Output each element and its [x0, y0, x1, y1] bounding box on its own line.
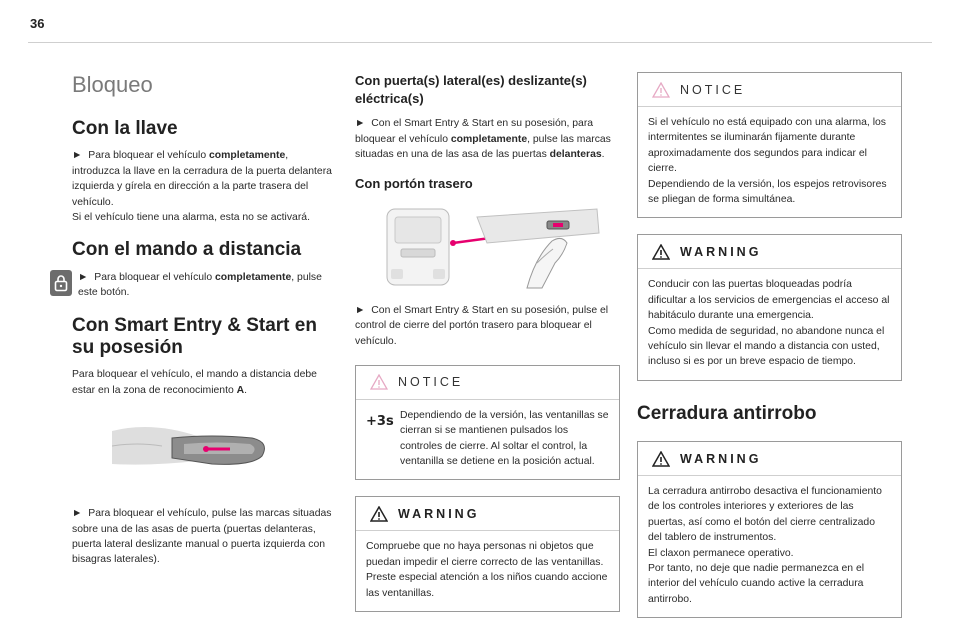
notice-box-ventanillas [355, 365, 620, 481]
notice-title: NOTICE [680, 82, 746, 97]
notice-text-2: Dependiendo de la versión, los espejos retrovisores se pliegan de forma simultánea. [648, 178, 887, 205]
mando-row [72, 270, 334, 301]
arrow-icon: ► [355, 304, 366, 316]
warning-header [356, 497, 619, 531]
page-number: 36 [30, 16, 45, 31]
notice-text: Dependiendo de la versión, las ventanillas se cierran si se mantienen pulsados los controles de cierre. Al soltar el control, la ventanilla se detiene en la posición actual. [400, 409, 609, 468]
heading-cerradura-antirrobo: Cerradura antirrobo [637, 402, 817, 424]
door-handle-illustration [112, 416, 272, 486]
warning-text: Conducir con las puertas bloqueadas podría dificultar a los servicios de emergencias el acceso al habitáculo durante una emergencia. [648, 279, 890, 322]
notice-header [638, 73, 901, 107]
notice-body [638, 107, 901, 217]
paragraph-con-llave: ► Para bloquear el vehículo completamente, introduzca la llave en la cerradura de la puerta delantera izquierda y gírela en dirección a la parte trasera del vehículo. Si el vehículo tiene una alarma, esta no se activará. [72, 150, 332, 223]
tailgate-illustration [367, 203, 607, 291]
warning-body [356, 531, 619, 611]
arrow-icon: ► [72, 508, 83, 520]
paragraph-smart-intro: Para bloquear el vehículo, el mando a distancia debe estar en la zona de reconocimiento A. [72, 369, 317, 396]
warning-body [638, 476, 901, 617]
warning-triangle-icon [652, 451, 670, 467]
column-left [72, 68, 334, 568]
arrow-icon: ► [355, 118, 366, 130]
paragraph-puertas-laterales: ► Con el Smart Entry & Start en su posesión, para bloquear el vehículo completamente, pulse las marcas situadas en una de las asa de las puertas delanteras. [355, 118, 611, 161]
warning-box-ventanillas [355, 496, 620, 612]
warning-text-2: El claxon permanece operativo. [648, 547, 794, 559]
top-rule [28, 42, 932, 43]
warning-triangle-icon [370, 506, 388, 522]
paragraph-porton-trasero: ► Con el Smart Entry & Start en su posesión, pulse el control de cierre del portón trasero para bloquear el vehículo. [355, 304, 609, 347]
warning-header [638, 235, 901, 269]
column-middle [355, 68, 620, 612]
warning-text: La cerradura antirrobo desactiva el funcionamiento de los controles interiores y exteriores de las puertas, así como el botón del cierre centralizado del tablero de instrumentos. [648, 486, 882, 544]
plus-3s-icon: +3s [366, 413, 394, 429]
notice-text: Si el vehículo no está equipado con una alarma, los intermitentes se iluminarán fijamente durante aproximadamente dos segundos para indicar el cierre. [648, 117, 886, 175]
warning-triangle-icon [652, 244, 670, 260]
warning-title: WARNING [680, 451, 762, 466]
notice-box-alarma [637, 72, 902, 218]
warning-body [638, 269, 901, 379]
lock-icon [50, 270, 72, 296]
heading-porton-trasero: Con portón trasero [355, 175, 473, 191]
warning-box-puertas [637, 234, 902, 380]
warning-text-3: Por tanto, no deje que nadie permanezca en el interior del vehículo cuando active la cerradura antirrobo. [648, 563, 865, 605]
notice-title: NOTICE [398, 375, 464, 390]
column-right [637, 68, 902, 618]
warning-title: WARNING [398, 506, 480, 521]
warning-header [638, 442, 901, 476]
warning-title: WARNING [680, 244, 762, 259]
warning-box-antirrobo [637, 441, 902, 618]
section-title: Bloqueo [72, 72, 153, 97]
arrow-icon: ► [72, 150, 83, 162]
paragraph-con-mando: ► Para bloquear el vehículo completamente, pulse este botón. [78, 271, 322, 299]
heading-con-llave: Con la llave [72, 118, 178, 139]
paragraph-handle: ► Para bloquear el vehículo, pulse las marcas situadas sobre una de las asas de puerta (puertas delanteras, puerta lateral deslizante manual o puerta izquierda con bisagras laterales). [72, 508, 332, 566]
heading-puertas-laterales: Con puerta(s) lateral(es) deslizante(s) eléctrica(s) [355, 73, 587, 107]
alarm-note: Si el vehículo tiene una alarma, esta no se activará. [72, 211, 310, 223]
notice-triangle-icon [370, 374, 388, 390]
arrow-icon: ► [78, 271, 89, 283]
notice-body [356, 400, 619, 480]
heading-smart-entry: Con Smart Entry & Start en su posesión [72, 314, 317, 358]
heading-con-mando: Con el mando a distancia [72, 239, 302, 261]
warning-text-2: Como medida de seguridad, no abandone nunca el vehículo sin llevar el mando a distancia con usted, incluso si es por un breve espacio de tiempo. [648, 325, 885, 368]
notice-triangle-icon [652, 82, 670, 98]
warning-text: Compruebe que no haya personas ni objetos que puedan impedir el cierre correcto de las ventanillas. Preste especial atención a los niños cuando accione las ventanillas. [366, 541, 608, 599]
notice-header [356, 366, 619, 400]
